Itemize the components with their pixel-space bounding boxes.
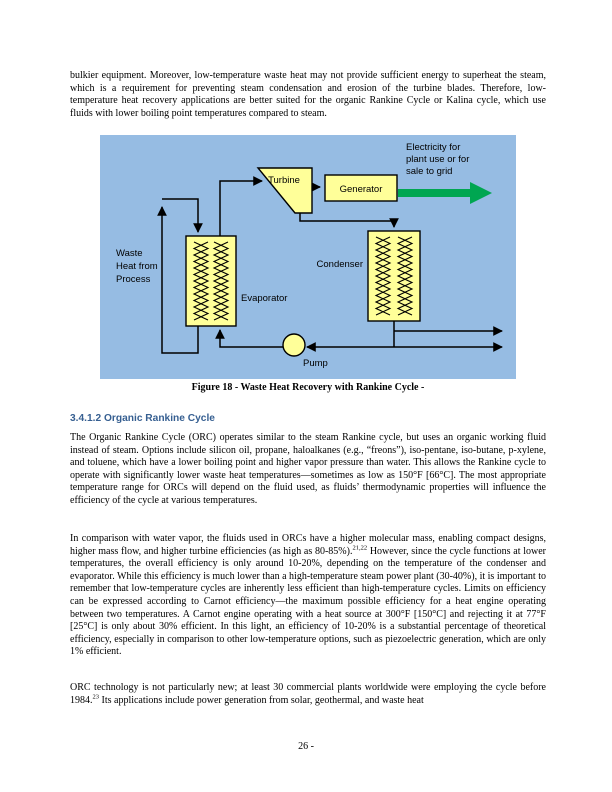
turbine-label: Turbine — [268, 175, 300, 186]
figure-caption: Figure 18 - Waste Heat Recovery with Rankine Cycle - — [191, 382, 425, 393]
turbine-to-condenser-line — [300, 213, 394, 227]
paragraph-orc-overview: The Organic Rankine Cycle (ORC) operates similar to the steam Rankine cycle, but uses an organic working fluid instead of steam. Options include silicon oil, propane, haloalkanes (e.g., “freons”), iso-pentane, iso-butane, p-xylene, and toluene, which have a lower boiling point and higher vapor pressure than water. This allows the Rankine cycle to operate with significantly lower waste heat temperatures—sometimes as low as 150°F [66°C]. The most appropriate temperature range for ORCs will depend on the fluid used, as fluids’ thermodynamic properties will influence the efficiency of the cycle at various temperatures. — [70, 432, 546, 506]
evaporator-label: Evaporator — [241, 293, 288, 304]
footnote-ref-23: 23 — [92, 693, 99, 701]
electricity-label-line2: plant use or for — [406, 154, 470, 165]
electricity-flow-arrow-icon — [398, 182, 492, 204]
paragraph-orc-efficiency — [70, 533, 546, 659]
generator-label: Generator — [339, 184, 383, 195]
pump-label: Pump — [303, 358, 328, 369]
waste-heat-label-line2: Heat from — [116, 261, 158, 272]
pump-to-evaporator-line — [220, 330, 283, 347]
rankine-cycle-diagram — [100, 135, 516, 379]
electricity-label-line3: sale to grid — [406, 166, 453, 177]
rankine-diagram-svg — [100, 135, 516, 379]
evaporator-to-turbine-line — [220, 181, 262, 236]
electricity-label-line1: Electricity for — [406, 142, 461, 153]
paragraph-text: Its applications include power generation from solar, geothermal, and waste heat — [99, 694, 424, 706]
condenser-label: Condenser — [316, 259, 363, 270]
paragraph-text: However, since the cycle functions at lower temperatures, the overall efficiency is only around 10-20%, depending on the temperature of the condenser and evaporator. While this efficiency is much lower than a high-temperature steam power plant (30-40%), it is important to remember that low-temperature cycles are inherently less efficient than high-temperature cycles. Limits on efficiency can be expressed according to Carnot efficiency—the maximum possible efficiency for a heat engine operating between two temperatures. A Carnot engine operating with a heat source at 300°F [150°C] and rejecting it at 77°F [25°C] is only about 30% efficient. In this light, an efficiency of 10-20% is a substantial percentage of theoretical efficiency, especially in comparison to other low-temperature options, such as piezoelectric generation, which are only 1% efficient. — [70, 545, 546, 658]
waste-heat-label-line1: Waste — [116, 248, 143, 259]
page-number: 26 - — [298, 741, 314, 752]
section-heading: 3.4.1.2 Organic Rankine Cycle — [70, 413, 215, 424]
intro-paragraph: bulkier equipment. Moreover, low-temperature waste heat may not provide sufficient energy to superheat the steam, which is a requirement for preventing steam condensation and erosion of the turbine blades. Therefore, low-temperature heat recovery applications are better suited for the organic Rankine Cycle or Kalina cycle, which use fluids with lower boiling point temperatures compared to steam. — [70, 70, 546, 119]
footnote-ref-21-22: 21,22 — [352, 544, 368, 552]
pump-circle — [283, 334, 305, 356]
paragraph-orc-history — [70, 682, 546, 707]
paragraph-text: In comparison with water vapor, the fluids used in ORCs have a higher molecular mass, enabling compact designs, higher mass flow, and higher turbine efficiencies (as high as 80-85%). — [70, 533, 546, 557]
waste-heat-supply-line — [162, 199, 198, 232]
waste-heat-label-line3: Process — [116, 274, 151, 285]
paragraph-text: ORC technology is not particularly new; at least 30 commercial plants worldwide were employing the cycle before 1984. — [70, 682, 546, 706]
